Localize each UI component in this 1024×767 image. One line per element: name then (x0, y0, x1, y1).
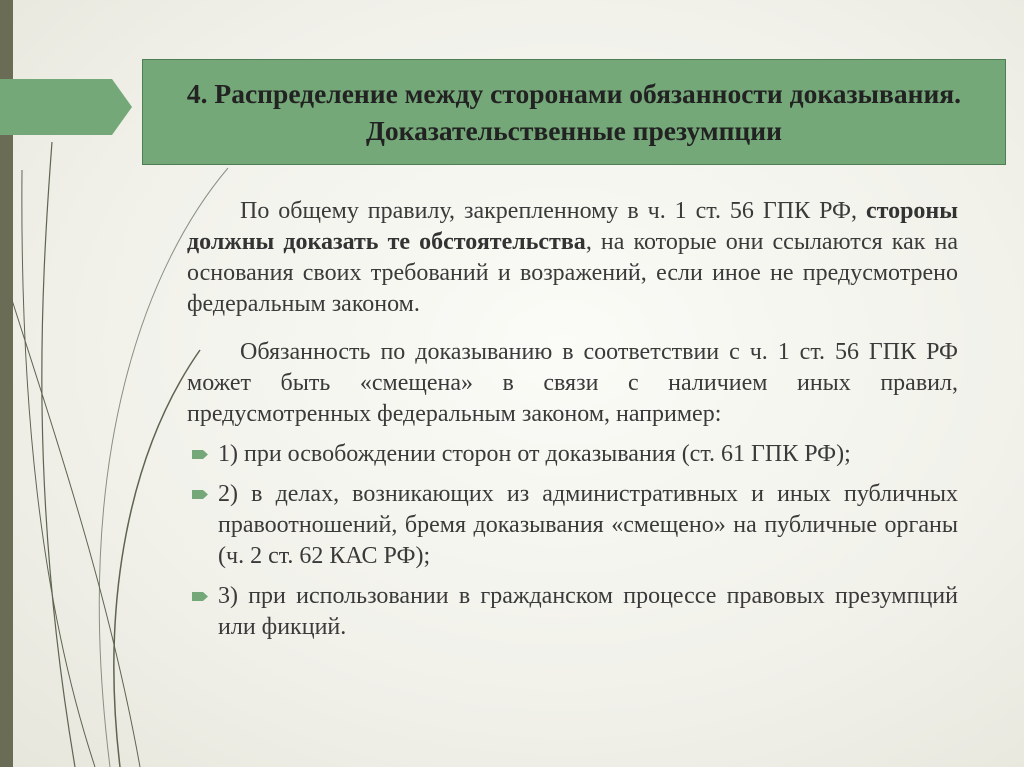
paragraph-1-bold: стороны должны доказать те обстоятельства (187, 198, 958, 255)
title-arrow-shape (0, 79, 132, 135)
arrow-bullet-icon (192, 450, 208, 459)
arrow-bullet-icon (192, 490, 208, 499)
paragraph-1 (187, 196, 958, 320)
list-item-text: 1) при освобождении сторон от доказывания (ст. 61 ГПК РФ); (218, 441, 851, 467)
paragraph-1-text-end: , на которые они ссылаются как на основания своих требований и возражений, если иное не предусмотрено федеральным законом. (187, 229, 958, 317)
slide-title: 4. Распределение между сторонами обязанности доказывания. Доказательственные презумпции (186, 78, 962, 146)
list-item (187, 439, 958, 470)
list-item-text: 3) при использовании в гражданском процессе правовых презумпций или фикций. (218, 583, 958, 640)
arrow-bullet-icon (192, 592, 208, 601)
title-box (142, 59, 1006, 165)
paragraph-2: Обязанность по доказыванию в соответствии с ч. 1 ст. 56 ГПК РФ может быть «смещена» в связи с наличием иных правил, предусмотренных федеральным законом, например: (187, 339, 958, 427)
list-item (187, 581, 958, 643)
list-item-text: 2) в делах, возникающих из административных и иных публичных правоотношений, бремя доказывания «смещено» на публичные органы (ч. 2 ст. 62 КАС РФ); (218, 481, 958, 569)
list-item (187, 479, 958, 572)
slide-body (187, 196, 958, 643)
paragraph-1-text: По общему правилу, закрепленному в ч. 1 ст. 56 ГПК РФ, (240, 198, 866, 224)
